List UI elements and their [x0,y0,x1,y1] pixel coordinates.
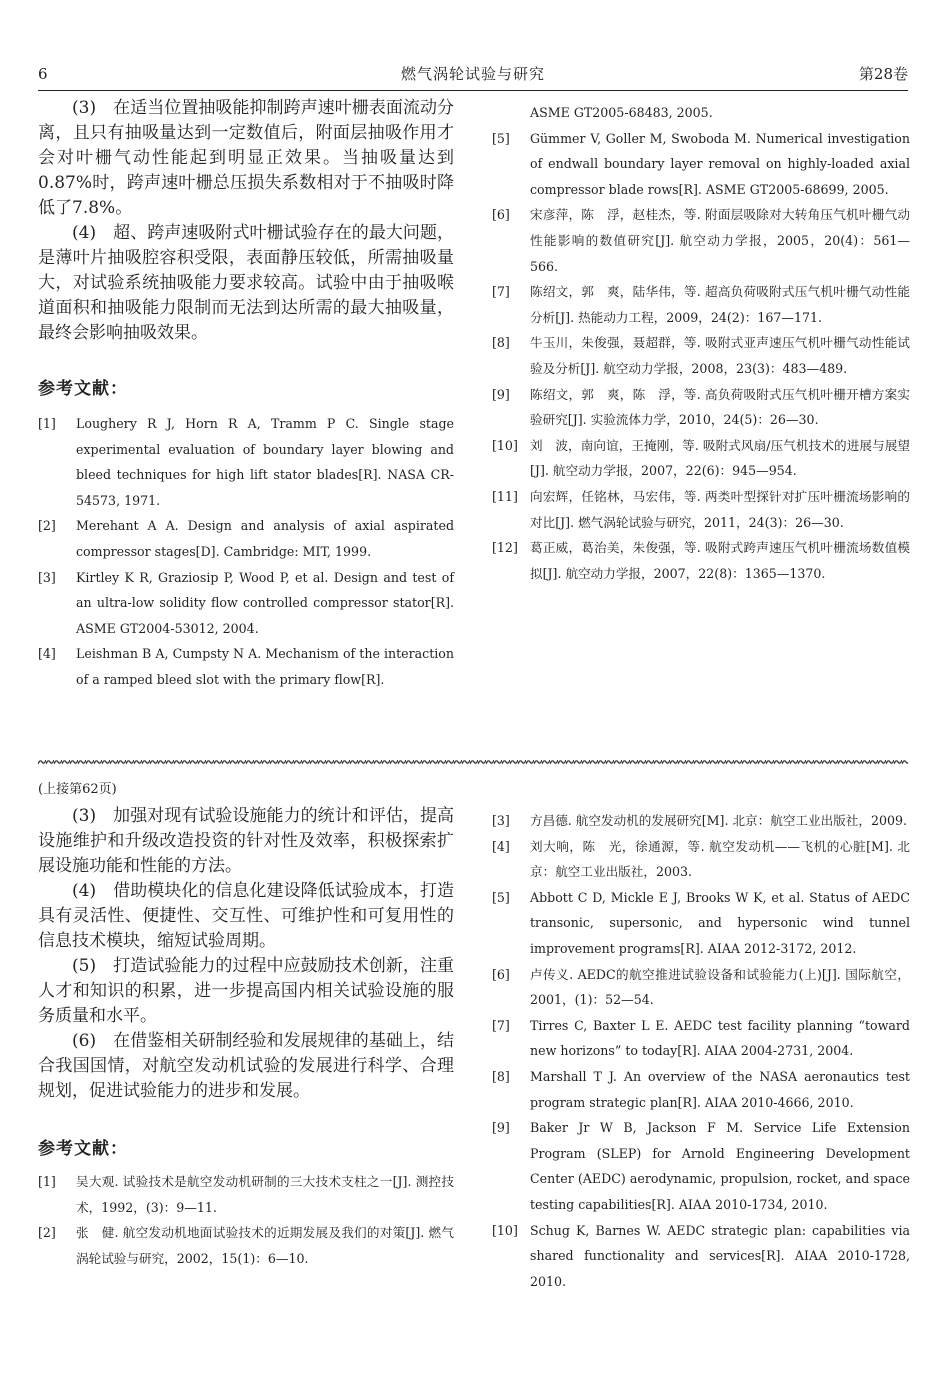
top-left-column [38,96,454,693]
reference-list [38,411,454,693]
top-right-column [492,100,910,586]
reference-item: [6] 卢传义. AEDC的航空推进试验设备和试验能力(上)[J]. 国际航空，2001，(1)：52—54. [492,966,910,1008]
reference-item: [8] 牛玉川，朱俊强，聂超群，等. 吸附式亚声速压气机叶栅气动性能试验及分析[J]. 航空动力学报，2008，23(3)：483—489. [492,335,910,376]
reference-item: [8] Marshall T J. An overview of the NASA aeronautics test program strategic plan[R]. AIAA 2010-4666, 2010. [492,1068,910,1110]
reference-item: [10] Schug K, Barnes W. AEDC strategic plan: capabilities via shared functionality and services[R]. AIAA 2010-1728, 2010. [492,1222,910,1289]
reference-list [38,1169,454,1271]
recommendation-paragraph-5: (5) 打造试验能力的过程中应鼓励技术创新，注重人才和知识的积累，进一步提高国内相关试验设施的服务质量和水平。 [38,956,454,1026]
reference-item: [9] 陈绍文，郭 爽，陈 浮，等. 高负荷吸附式压气机叶栅开槽方案实验研究[J]. 实验流体力学，2010，24(5)：26—30. [492,386,910,428]
reference-continuation: ASME GT2005-68483, 2005. [530,105,713,120]
conclusion-paragraph-3: (3) 在适当位置抽吸能抑制跨声速叶栅表面流动分离，且只有抽吸量达到一定数值后，附面层抽吸作用才会对叶栅气动性能起到明显正效果。当抽吸量达到0.87%时，跨声速叶栅总压损失系数相对于不抽吸时降低了7.8%。 [38,98,454,218]
header-rule [38,90,908,91]
recommendation-paragraph-3: (3) 加强对现有试验设施能力的统计和评估，提高设施维护和升级改造投资的针对性及效率，积极探索扩展设施功能和性能的方法。 [38,806,454,876]
reference-item: [1] Loughery R J, Horn R A, Tramm P C. Single stage experimental evaluation of boundary layer blowing and bleed techniques for high lift stator blades[R]. NASA CR-54573, 1971. [38,416,454,508]
reference-item: [5] Abbott C D, Mickle E J, Brooks W K, et al. Status of AEDC transonic, supersonic, and hypersonic wind tunnel improvement programs[R]. AIAA 2012-3172, 2012. [492,889,910,956]
reference-item: [4] Leishman B A, Cumpsty N A. Mechanism of the interaction of a ramped bleed slot with the primary flow[R]. [38,646,454,687]
reference-item: [3] Kirtley K R, Graziosip P, Wood P, et al. Design and test of an ultra-low solidity flow controlled compressor stator[R]. ASME GT2004-53012, 2004. [38,569,454,636]
reference-item: [10] 刘 波，南向谊，王掩刚，等. 吸附式风扇/压气机技术的进展与展望[J]. 航空动力学报，2007，22(6)：945—954. [492,437,910,479]
reference-item: [12] 葛正威，葛治美，朱俊强，等. 吸附式跨声速压气机叶栅流场数值模拟[J]. 航空动力学报，2007，22(8)：1365—1370. [492,540,910,581]
reference-item: [9] Baker Jr W B, Jackson F M. Service Life Extension Program (SLEP) for Arnold Engineering Development Center (AEDC) aerodynamic, propulsion, rocket, and space testing capabilities[R]. AIAA 2010-1734, 2010. [492,1120,910,1212]
reference-item: [2] Merehant A A. Design and analysis of axial aspirated compressor stages[D]. Cambridge: MIT, 1999. [38,518,454,559]
continued-from-note: (上接第62页) [38,782,117,797]
volume-number: 第28卷 [858,65,908,83]
conclusion-paragraph-4: (4) 超、跨声速吸附式叶栅试验存在的最大问题，是薄叶片抽吸腔容积受限，表面静压较低，所需抽吸量大，对试验系统抽吸能力要求较高。试验中由于抽吸喉道面积和抽吸能力限制而无法到达所需的最大抽吸量，最终会影响抽吸效果。 [38,223,454,343]
reference-item: [1] 吴大观. 试验技术是航空发动机研制的三大技术支柱之一[J]. 测控技术，1992，(3)：9—11. [38,1174,454,1215]
journal-title: 燃气涡轮试验与研究 [400,65,545,83]
references-heading: 参考文献： [38,379,128,399]
recommendation-paragraph-4: (4) 借助模块化的信息化建设降低试验成本，打造具有灵活性、便捷性、交互性、可维护性和可复用性的信息技术模块，缩短试验周期。 [38,881,454,951]
reference-item: [7] Tirres C, Baxter L E. AEDC test facility planning “toward new horizons” to today[R]. AIAA 2004-2731, 2004. [492,1017,910,1059]
running-header [38,64,908,86]
reference-list [492,126,910,587]
reference-item: [6] 宋彦萍，陈 浮，赵桂杰，等. 附面层吸除对大转角压气机叶栅气动性能影响的数值研究[J]. 航空动力学报，2005，20(4)：561—566. [492,207,910,274]
bottom-right-column [492,808,910,1294]
page-number: 6 [38,65,48,83]
reference-item: [11] 向宏辉，任铭林，马宏伟，等. 两类叶型探针对扩压叶栅流场影响的对比[J]. 燃气涡轮试验与研究，2011，24(3)：26—30. [492,488,910,530]
reference-item: [3] 方昌德. 航空发动机的发展研究[M]. 北京：航空工业出版社，2009. [492,813,908,828]
recommendation-paragraph-6: (6) 在借鉴相关研制经验和发展规律的基础上，结合我国国情，对航空发动机试验的发展进行科学、合理规划，促进试验能力的进步和发展。 [38,1031,454,1101]
bottom-left-column [38,780,454,1271]
references-heading: 参考文献： [38,1139,128,1159]
decorative-divider [38,758,908,766]
reference-item: [2] 张 健. 航空发动机地面试验技术的近期发展及我们的对策[J]. 燃气涡轮试验与研究，2002，15(1)：6—10. [38,1225,454,1266]
reference-item: [7] 陈绍文，郭 爽，陆华伟，等. 超高负荷吸附式压气机叶栅气动性能分析[J]. 热能动力工程，2009，24(2)：167—171. [492,284,910,325]
reference-item: [5] Gümmer V, Goller M, Swoboda M. Numerical investigation of endwall boundary layer removal on highly-loaded axial compressor blade rows[R]. ASME GT2005-68699, 2005. [492,130,910,197]
reference-item: [4] 刘大响，陈 光，徐通源，等. 航空发动机——飞机的心脏[M]. 北京：航空工业出版社，2003. [492,838,910,880]
reference-list [492,808,910,1294]
